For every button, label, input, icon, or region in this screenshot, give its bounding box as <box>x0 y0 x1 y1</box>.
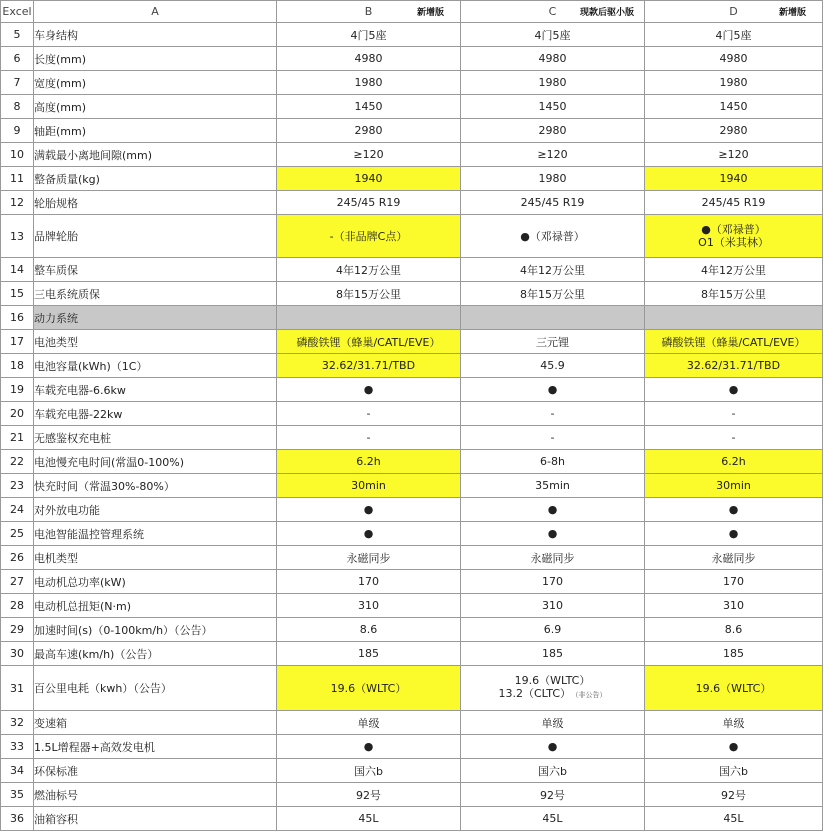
row-label-cell[interactable]: 无感鉴权充电桩 <box>34 426 277 450</box>
cell-c[interactable]: ● <box>461 522 645 546</box>
cell-c[interactable]: 6-8h <box>461 450 645 474</box>
cell-b[interactable]: 92号 <box>277 783 461 807</box>
table-row <box>1 618 823 642</box>
table-row <box>1 783 823 807</box>
cell-b[interactable]: ● <box>277 498 461 522</box>
cell-c[interactable]: ● <box>461 498 645 522</box>
row-number[interactable]: 22 <box>1 450 34 474</box>
column-header-b[interactable] <box>277 1 461 23</box>
cell-d[interactable]: 45L <box>645 807 823 831</box>
table-row <box>1 215 823 258</box>
cell-c[interactable] <box>461 666 645 711</box>
cell-b[interactable] <box>277 306 461 330</box>
cell-d[interactable]: 30min <box>645 474 823 498</box>
table-row <box>1 282 823 306</box>
row-number[interactable]: 10 <box>1 143 34 167</box>
cell-d[interactable]: 1450 <box>645 95 823 119</box>
cell-d[interactable]: 4门5座 <box>645 23 823 47</box>
row-number[interactable]: 11 <box>1 167 34 191</box>
table-row <box>1 354 823 378</box>
cell-c[interactable]: 185 <box>461 642 645 666</box>
column-header-row <box>1 1 823 23</box>
cell-c[interactable]: - <box>461 426 645 450</box>
cell-b[interactable]: 185 <box>277 642 461 666</box>
cell-c[interactable]: ● <box>461 735 645 759</box>
row-label-cell[interactable]: 车载充电器-6.6kw <box>34 378 277 402</box>
row-number[interactable]: 32 <box>1 711 34 735</box>
row-label-cell[interactable]: 燃油标号 <box>34 783 277 807</box>
row-number[interactable]: 6 <box>1 47 34 71</box>
row-label-cell[interactable]: 环保标准 <box>34 759 277 783</box>
cell-b[interactable]: 8年15万公里 <box>277 282 461 306</box>
table-row <box>1 47 823 71</box>
cell-c[interactable]: 45L <box>461 807 645 831</box>
row-number[interactable]: 14 <box>1 258 34 282</box>
row-label-cell[interactable]: 对外放电功能 <box>34 498 277 522</box>
cell-c[interactable]: 170 <box>461 570 645 594</box>
row-label-cell[interactable]: 电池容量(kWh)（1C） <box>34 354 277 378</box>
row-label-cell[interactable]: 百公里电耗（kwh）（公告） <box>34 666 277 711</box>
cell-d[interactable]: - <box>645 402 823 426</box>
table-row <box>1 498 823 522</box>
row-label-cell[interactable]: 车身结构 <box>34 23 277 47</box>
table-row <box>1 167 823 191</box>
cell-b[interactable]: 磷酸铁锂（蜂巢/CATL/EVE） <box>277 330 461 354</box>
table-row <box>1 546 823 570</box>
cell-d[interactable] <box>645 306 823 330</box>
cell-c[interactable]: 2980 <box>461 119 645 143</box>
cell-d[interactable]: 19.6（WLTC） <box>645 666 823 711</box>
cell-d-line-1: ●（邓禄普） <box>701 223 766 236</box>
table-row <box>1 23 823 47</box>
column-d-tag: 新增版 <box>778 8 806 18</box>
row-label-cell[interactable]: 电池类型 <box>34 330 277 354</box>
row-number[interactable]: 23 <box>1 474 34 498</box>
table-row <box>1 570 823 594</box>
table-row <box>1 735 823 759</box>
row-label-cell[interactable]: 高度(mm) <box>34 95 277 119</box>
cell-c-line-1: 19.6（WLTC） <box>514 674 591 687</box>
table-row <box>1 119 823 143</box>
table-row <box>1 426 823 450</box>
row-number[interactable]: 17 <box>1 330 34 354</box>
table-row <box>1 522 823 546</box>
cell-c[interactable]: 8年15万公里 <box>461 282 645 306</box>
cell-c[interactable]: 国六b <box>461 759 645 783</box>
cell-d[interactable]: ≥120 <box>645 143 823 167</box>
cell-b[interactable]: 4980 <box>277 47 461 71</box>
row-label-cell[interactable]: 整车质保 <box>34 258 277 282</box>
cell-b[interactable]: ● <box>277 735 461 759</box>
cell-b[interactable]: 1450 <box>277 95 461 119</box>
cell-b[interactable]: ● <box>277 522 461 546</box>
row-number[interactable]: 20 <box>1 402 34 426</box>
table-row <box>1 450 823 474</box>
cell-d[interactable]: 245/45 R19 <box>645 191 823 215</box>
row-number[interactable]: 33 <box>1 735 34 759</box>
cell-c[interactable]: 92号 <box>461 783 645 807</box>
cell-c[interactable]: 4980 <box>461 47 645 71</box>
cell-d[interactable]: 310 <box>645 594 823 618</box>
cell-b[interactable]: -（非品牌C点） <box>277 215 461 258</box>
cell-c[interactable]: - <box>461 402 645 426</box>
row-label-cell[interactable]: 电动机总扭矩(N·m) <box>34 594 277 618</box>
cell-c[interactable]: 1980 <box>461 71 645 95</box>
row-label-cell[interactable]: 品牌轮胎 <box>34 215 277 258</box>
cell-b[interactable]: ● <box>277 378 461 402</box>
row-label-cell[interactable]: 整备质量(kg) <box>34 167 277 191</box>
row-label-cell[interactable]: 电池慢充电时间(常温0-100%) <box>34 450 277 474</box>
column-header-c[interactable] <box>461 1 645 23</box>
cell-d-line-2: O1（米其林） <box>698 236 769 249</box>
row-label-cell[interactable]: 宽度(mm) <box>34 71 277 95</box>
cell-b[interactable]: 310 <box>277 594 461 618</box>
column-c-tag: 现款后驱小版 <box>579 8 634 18</box>
row-label-cell[interactable]: 加速时间(s)（0-100km/h）（公告） <box>34 618 277 642</box>
cell-b[interactable]: - <box>277 426 461 450</box>
cell-c[interactable]: ● <box>461 378 645 402</box>
corner-cell[interactable]: Excel <box>1 1 34 23</box>
cell-b[interactable]: 2980 <box>277 119 461 143</box>
row-label-cell[interactable]: 最高车速(km/h)（公告） <box>34 642 277 666</box>
table-row <box>1 258 823 282</box>
table-row <box>1 474 823 498</box>
cell-c[interactable]: 45.9 <box>461 354 645 378</box>
cell-c[interactable]: 1450 <box>461 95 645 119</box>
cell-d[interactable]: 8.6 <box>645 618 823 642</box>
section-label-cell[interactable]: 动力系统 <box>34 306 277 330</box>
cell-b[interactable]: 245/45 R19 <box>277 191 461 215</box>
cell-b[interactable]: 4门5座 <box>277 23 461 47</box>
cell-b[interactable]: 单级 <box>277 711 461 735</box>
cell-c[interactable]: 4门5座 <box>461 23 645 47</box>
table-row <box>1 759 823 783</box>
table-row <box>1 711 823 735</box>
section-row <box>1 306 823 330</box>
row-label-cell[interactable]: 轮胎规格 <box>34 191 277 215</box>
row-number[interactable]: 31 <box>1 666 34 711</box>
cell-c[interactable]: ●（邓禄普） <box>461 215 645 258</box>
row-number[interactable]: 36 <box>1 807 34 831</box>
cell-b[interactable]: 1980 <box>277 71 461 95</box>
row-number[interactable]: 35 <box>1 783 34 807</box>
cell-c[interactable]: 245/45 R19 <box>461 191 645 215</box>
cell-b[interactable]: 30min <box>277 474 461 498</box>
row-number[interactable]: 30 <box>1 642 34 666</box>
column-header-d[interactable] <box>645 1 823 23</box>
table-row <box>1 402 823 426</box>
row-number[interactable]: 26 <box>1 546 34 570</box>
row-number[interactable]: 29 <box>1 618 34 642</box>
row-number[interactable]: 5 <box>1 23 34 47</box>
row-number[interactable]: 15 <box>1 282 34 306</box>
row-label-cell[interactable]: 三电系统质保 <box>34 282 277 306</box>
cell-c[interactable]: 三元锂 <box>461 330 645 354</box>
row-label-cell[interactable]: 变速箱 <box>34 711 277 735</box>
cell-c[interactable]: 4年12万公里 <box>461 258 645 282</box>
row-label-cell[interactable]: 电动机总功率(kW) <box>34 570 277 594</box>
row-label-cell[interactable]: 油箱容积 <box>34 807 277 831</box>
cell-b[interactable]: 45L <box>277 807 461 831</box>
cell-c[interactable] <box>461 306 645 330</box>
table-row <box>1 594 823 618</box>
cell-c[interactable]: ≥120 <box>461 143 645 167</box>
row-label-cell[interactable]: 满载最小离地间隙(mm) <box>34 143 277 167</box>
cell-b[interactable]: - <box>277 402 461 426</box>
row-label-cell[interactable]: 电机类型 <box>34 546 277 570</box>
cell-d[interactable]: ● <box>645 498 823 522</box>
cell-d[interactable]: 2980 <box>645 119 823 143</box>
cell-d[interactable]: 国六b <box>645 759 823 783</box>
row-number[interactable]: 9 <box>1 119 34 143</box>
table-row <box>1 330 823 354</box>
row-number[interactable]: 19 <box>1 378 34 402</box>
cell-c[interactable]: 单级 <box>461 711 645 735</box>
column-d-letter: D <box>729 5 738 18</box>
cell-d[interactable]: 6.2h <box>645 450 823 474</box>
cell-b[interactable]: 170 <box>277 570 461 594</box>
row-number[interactable]: 7 <box>1 71 34 95</box>
cell-d[interactable]: ● <box>645 522 823 546</box>
row-number[interactable]: 28 <box>1 594 34 618</box>
cell-d[interactable]: 4980 <box>645 47 823 71</box>
column-header-a[interactable]: A <box>34 1 277 23</box>
cell-d[interactable]: 永磁同步 <box>645 546 823 570</box>
row-number[interactable]: 24 <box>1 498 34 522</box>
cell-c[interactable]: 35min <box>461 474 645 498</box>
cell-d[interactable] <box>645 215 823 258</box>
table-row <box>1 642 823 666</box>
cell-b[interactable]: 19.6（WLTC） <box>277 666 461 711</box>
cell-b[interactable]: 国六b <box>277 759 461 783</box>
row-number[interactable]: 18 <box>1 354 34 378</box>
row-number[interactable]: 13 <box>1 215 34 258</box>
cell-d[interactable]: ● <box>645 378 823 402</box>
row-label-cell[interactable]: 长度(mm) <box>34 47 277 71</box>
table-row <box>1 807 823 831</box>
row-number[interactable]: 16 <box>1 306 34 330</box>
row-number[interactable]: 8 <box>1 95 34 119</box>
row-number[interactable]: 21 <box>1 426 34 450</box>
row-number[interactable]: 25 <box>1 522 34 546</box>
row-label-cell[interactable]: 快充时间（常温30%-80%） <box>34 474 277 498</box>
table-row <box>1 378 823 402</box>
cell-d[interactable]: - <box>645 426 823 450</box>
table-row <box>1 71 823 95</box>
cell-d[interactable]: 185 <box>645 642 823 666</box>
cell-d[interactable]: 磷酸铁锂（蜂巢/CATL/EVE） <box>645 330 823 354</box>
cell-d[interactable]: ● <box>645 735 823 759</box>
cell-d[interactable]: 1980 <box>645 71 823 95</box>
row-number[interactable]: 27 <box>1 570 34 594</box>
cell-b[interactable]: 4年12万公里 <box>277 258 461 282</box>
cell-c[interactable]: 1980 <box>461 167 645 191</box>
row-number[interactable]: 34 <box>1 759 34 783</box>
cell-c-note: （非公告） <box>575 691 607 699</box>
cell-b[interactable]: 8.6 <box>277 618 461 642</box>
table-row <box>1 666 823 711</box>
cell-d[interactable]: 4年12万公里 <box>645 258 823 282</box>
cell-d[interactable]: 170 <box>645 570 823 594</box>
cell-c-line-2 <box>461 687 644 702</box>
cell-c[interactable]: 310 <box>461 594 645 618</box>
cell-b[interactable]: 1940 <box>277 167 461 191</box>
cell-b[interactable]: 永磁同步 <box>277 546 461 570</box>
cell-d[interactable]: 32.62/31.71/TBD <box>645 354 823 378</box>
column-b-letter: B <box>364 5 373 18</box>
table-row <box>1 191 823 215</box>
cell-d[interactable]: 单级 <box>645 711 823 735</box>
cell-b[interactable]: 32.62/31.71/TBD <box>277 354 461 378</box>
cell-d[interactable]: 92号 <box>645 783 823 807</box>
row-label-cell[interactable]: 车载充电器-22kw <box>34 402 277 426</box>
column-b-tag: 新增版 <box>416 8 444 18</box>
cell-c-line-2-value: 13.2（CLTC） <box>498 687 572 700</box>
table-row <box>1 95 823 119</box>
row-label-cell[interactable]: 轴距(mm) <box>34 119 277 143</box>
row-number[interactable]: 12 <box>1 191 34 215</box>
cell-d[interactable]: 8年15万公里 <box>645 282 823 306</box>
cell-c[interactable]: 永磁同步 <box>461 546 645 570</box>
column-c-letter: C <box>548 5 557 18</box>
row-label-cell[interactable]: 电池智能温控管理系统 <box>34 522 277 546</box>
cell-d[interactable]: 1940 <box>645 167 823 191</box>
cell-c[interactable]: 6.9 <box>461 618 645 642</box>
cell-b[interactable]: ≥120 <box>277 143 461 167</box>
row-label-cell[interactable]: 1.5L增程器+高效发电机 <box>34 735 277 759</box>
table-row <box>1 143 823 167</box>
cell-b[interactable]: 6.2h <box>277 450 461 474</box>
